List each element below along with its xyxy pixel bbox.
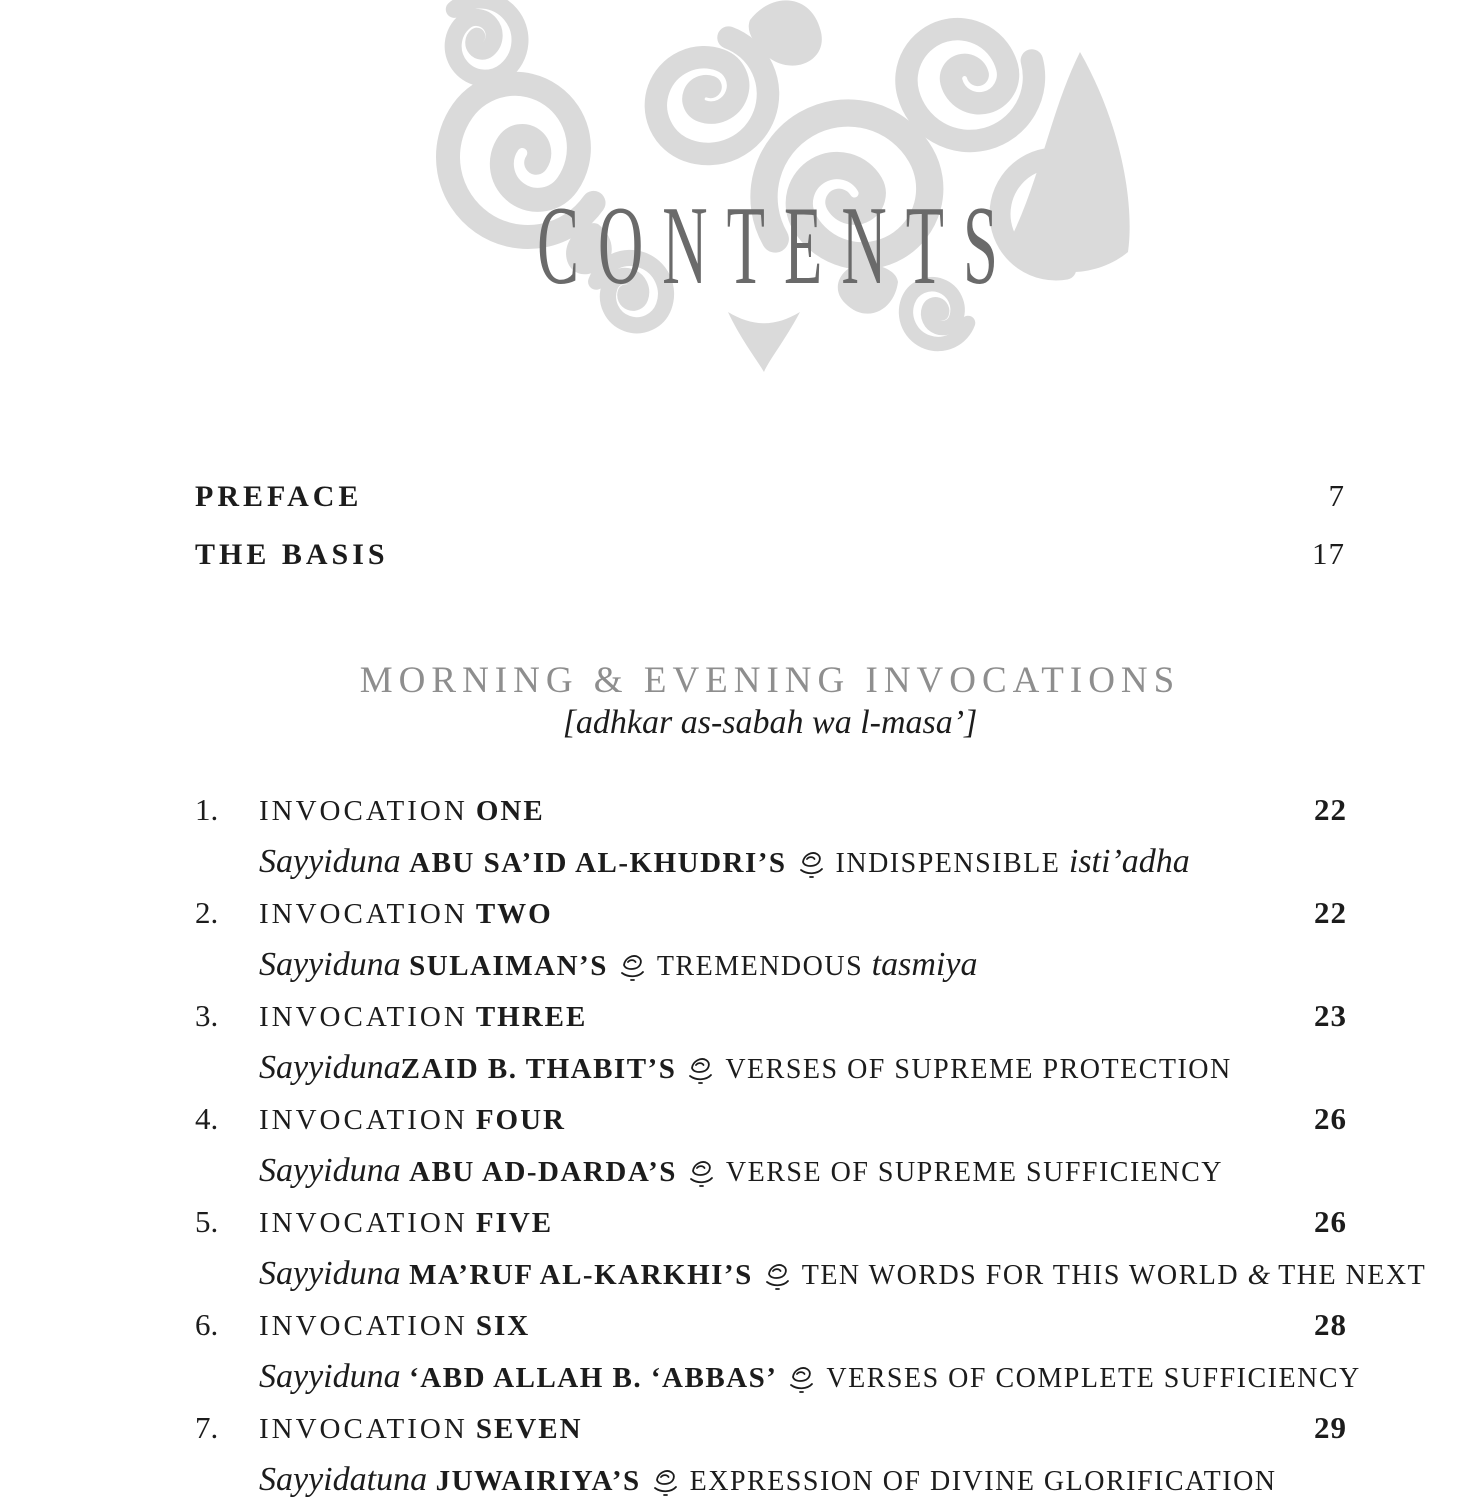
toc-entry-title: [259, 792, 1314, 835]
toc-entry-subtitle-segment: Sayyiduna: [259, 843, 410, 880]
honorific-icon: [798, 849, 825, 879]
toc-entry-number: 3.: [195, 998, 219, 1033]
toc-entry-subtitle-segment: Sayyiduna: [259, 1049, 401, 1086]
toc-row-page-number: 7: [1328, 478, 1345, 513]
toc-entry-title-line: [195, 1306, 1347, 1350]
toc-entry-subtitle: [259, 943, 1347, 993]
toc-entry-number: 7.: [195, 1410, 219, 1445]
toc-entry-subtitle-segment: Sayyiduna: [259, 1358, 410, 1395]
toc-entry-subtitle: [259, 1458, 1347, 1508]
toc-entry-number: 6.: [195, 1307, 219, 1342]
honorific-icon: [788, 1364, 815, 1394]
toc-entry-label: INVOCATION: [259, 1310, 468, 1342]
toc-entry-subtitle-segment: VERSES OF COMPLETE SUFFICIENCY: [826, 1363, 1361, 1394]
honorific-icon: [652, 1467, 679, 1497]
toc-entries: [195, 791, 1427, 1512]
toc-entry-title-line: [195, 1100, 1347, 1144]
toc-entry-title: [259, 1101, 1314, 1144]
toc-entry-subtitle-segment: isti’adha: [1068, 843, 1190, 880]
honorific-icon: [688, 1158, 715, 1188]
toc-entry-number: 2.: [195, 895, 219, 930]
toc-entry-subtitle-segment: tasmiya: [871, 946, 978, 983]
toc-entry-title-line: [195, 791, 1347, 835]
toc-entry: [195, 791, 1347, 894]
toc-entry-title: [259, 998, 1314, 1041]
toc-entry-label: INVOCATION: [259, 1104, 468, 1136]
toc-row-label: THE BASIS: [195, 538, 389, 571]
toc-row-the-basis: [195, 536, 1345, 570]
toc-entry-page-number: 29: [1314, 1410, 1347, 1445]
toc-entry-page-number: 22: [1314, 792, 1347, 827]
toc-entry-subtitle-segment: INDISPENSIBLE: [835, 848, 1069, 879]
toc-entry-title-line: [195, 894, 1347, 938]
toc-entry-title-line: [195, 1203, 1347, 1247]
page-title: CONTENTS: [537, 184, 1017, 308]
toc-entry-subtitle-segment: SULAIMAN’S: [409, 950, 608, 982]
toc-entry-subtitle-segment: Sayyiduna: [259, 1152, 410, 1189]
toc-entry-title: [259, 1307, 1314, 1350]
honorific-icon: [687, 1055, 714, 1085]
toc-entry-subtitle: [259, 1046, 1347, 1096]
honorific-icon: [619, 952, 646, 982]
honorific-icon: [764, 1261, 791, 1291]
toc-entry-subtitle: [259, 1252, 1427, 1302]
toc-entry-subtitle: [259, 840, 1347, 890]
toc-entry-title: [259, 1410, 1314, 1453]
toc-entry-label: INVOCATION: [259, 1001, 468, 1033]
toc-entry: [195, 1409, 1347, 1512]
toc-entry-subtitle-segment: EXPRESSION OF DIVINE GLORIFICATION: [689, 1466, 1277, 1497]
toc-entry-subtitle-segment: TREMENDOUS: [656, 951, 872, 982]
toc-entry-name: TWO: [475, 898, 553, 930]
toc-entry-name: THREE: [475, 1001, 588, 1033]
toc-entry-name: FOUR: [475, 1104, 566, 1136]
toc-entry-subtitle-segment: ABU SA’ID AL-KHUDRI’S: [409, 847, 787, 879]
toc-row-preface: [195, 478, 1345, 512]
toc-entry-subtitle: [259, 1149, 1347, 1199]
toc-entry: [195, 1100, 1347, 1203]
toc-entry: [195, 1306, 1361, 1409]
toc-entry-page-number: 23: [1314, 998, 1347, 1033]
toc-entry-name: FIVE: [475, 1207, 554, 1239]
toc-entry-title-line: [195, 997, 1347, 1041]
toc-entry-name: SEVEN: [475, 1413, 583, 1445]
toc-entry-number: 1.: [195, 792, 219, 827]
toc-entry-title: [259, 895, 1314, 938]
toc-entry-label: INVOCATION: [259, 795, 468, 827]
toc-entry-number: 5.: [195, 1204, 219, 1239]
front-matter: [195, 478, 1345, 594]
toc-entry-subtitle-segment: VERSE OF SUPREME SUFFICIENCY: [725, 1157, 1224, 1188]
toc-entry-label: INVOCATION: [259, 1413, 468, 1445]
toc-row-page-number: 17: [1312, 536, 1345, 571]
toc-entry-page-number: 22: [1314, 895, 1347, 930]
toc-row-label: PREFACE: [195, 480, 363, 513]
section-heading: MORNING & EVENING INVOCATIONS: [359, 660, 1181, 701]
toc-entry-subtitle-segment: THE NEXT: [1270, 1260, 1427, 1291]
toc-entry-subtitle-segment: MA’RUF AL-KARKHI’S: [409, 1259, 753, 1291]
toc-entry: [195, 894, 1347, 997]
toc-entry-subtitle-segment: Sayyiduna: [259, 946, 410, 983]
toc-entry-title-line: [195, 1409, 1347, 1453]
toc-entry-label: INVOCATION: [259, 898, 468, 930]
toc-entry-subtitle-segment: Sayyidatuna: [259, 1461, 436, 1498]
toc-entry-label: INVOCATION: [259, 1207, 468, 1239]
toc-entry-subtitle-segment: ZAID B. THABIT’S: [400, 1053, 677, 1085]
toc-entry-subtitle: [259, 1355, 1361, 1405]
toc-entry-subtitle-segment: JUWAIRIYA’S: [435, 1465, 641, 1497]
section-subtitle: [adhkar as-sabah wa l-masa’]: [562, 704, 978, 741]
toc-entry-subtitle-segment: TEN WORDS FOR THIS WORLD: [801, 1260, 1248, 1291]
toc-entry-name: SIX: [475, 1310, 531, 1342]
toc-entry-subtitle-segment: ABU AD-DARDA’S: [409, 1156, 677, 1188]
toc-entry-page-number: 26: [1314, 1204, 1347, 1239]
toc-entry-number: 4.: [195, 1101, 219, 1136]
toc-entry-subtitle-segment: VERSES OF SUPREME PROTECTION: [725, 1054, 1232, 1085]
toc-entry-page-number: 26: [1314, 1101, 1347, 1136]
toc-entry: [195, 997, 1347, 1100]
toc-entry-subtitle-segment: ‘ABD ALLAH B. ‘ABBAS’: [409, 1362, 778, 1394]
toc-entry-title: [259, 1204, 1314, 1247]
toc-entry-name: ONE: [475, 795, 545, 827]
toc-entry-page-number: 28: [1314, 1307, 1347, 1342]
toc-entry-subtitle-segment: &: [1247, 1259, 1271, 1291]
toc-entry-subtitle-segment: Sayyiduna: [259, 1255, 410, 1292]
toc-entry: [195, 1203, 1427, 1306]
